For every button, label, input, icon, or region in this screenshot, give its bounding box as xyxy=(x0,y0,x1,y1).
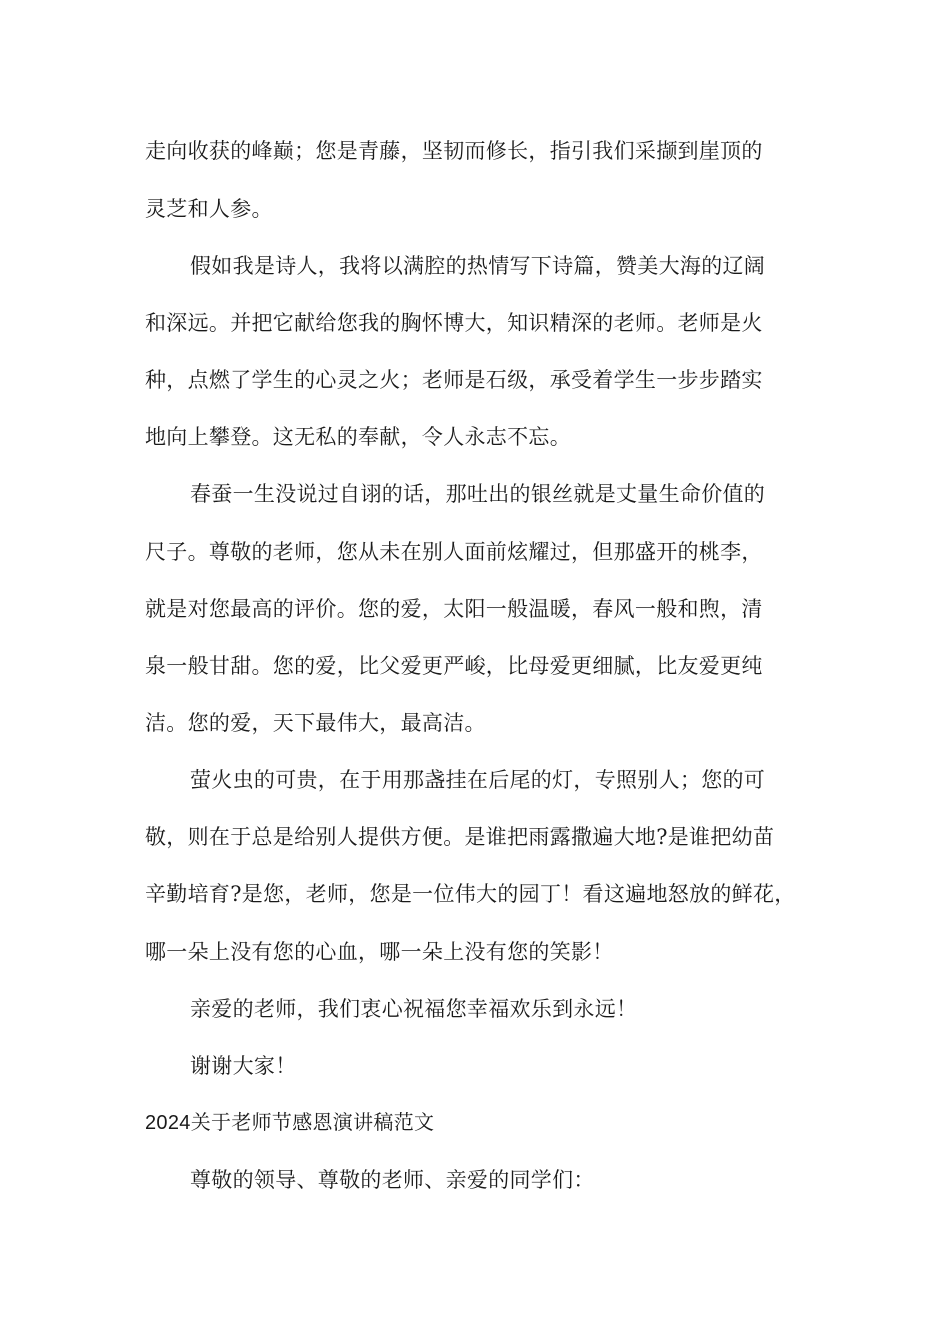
text-line: 地向上攀登。这无私的奉献，令人永志不忘。 xyxy=(145,425,571,449)
text-line: 就是对您最高的评价。您的爱，太阳一般温暖，春风一般和煦，清 xyxy=(145,597,763,621)
text-line: 洁。您的爱，天下最伟大，最高洁。 xyxy=(145,711,486,735)
paragraph-start: 谢谢大家！ xyxy=(190,1054,297,1078)
salutation: 尊敬的领导、尊敬的老师、亲爱的同学们： xyxy=(190,1168,595,1192)
paragraph-start: 春蚕一生没说过自诩的话，那吐出的银丝就是丈量生命价值的 xyxy=(190,482,766,506)
section-title: 2024关于老师节感恩演讲稿范文 xyxy=(145,1112,435,1134)
text-line: 尺子。尊敬的老师，您从未在别人面前炫耀过，但那盛开的桃李， xyxy=(145,540,763,564)
paragraph-start: 亲爱的老师，我们衷心祝福您幸福欢乐到永远！ xyxy=(190,997,638,1021)
text-line: 辛勤培育?是您，老师，您是一位伟大的园丁！看这遍地怒放的鲜花， xyxy=(145,882,796,906)
text-line: 泉一般甘甜。您的爱，比父爱更严峻，比母爱更细腻，比友爱更纯 xyxy=(145,654,763,678)
text-line: 和深远。并把它献给您我的胸怀博大，知识精深的老师。老师是火 xyxy=(145,311,763,335)
text-line: 走向收获的峰巅；您是青藤，坚韧而修长，指引我们采撷到崖顶的 xyxy=(145,139,763,163)
text-line: 敬，则在于总是给别人提供方便。是谁把雨露撒遍大地?是谁把幼苗 xyxy=(145,825,775,849)
text-line: 哪一朵上没有您的心血，哪一朵上没有您的笑影！ xyxy=(145,940,614,964)
paragraph-start: 假如我是诗人，我将以满腔的热情写下诗篇，赞美大海的辽阔 xyxy=(190,254,766,278)
text-line: 灵芝和人参。 xyxy=(145,197,273,221)
paragraph-start: 萤火虫的可贵，在于用那盏挂在后尾的灯，专照别人；您的可 xyxy=(190,768,766,792)
text-line: 种，点燃了学生的心灵之火；老师是石级，承受着学生一步步踏实 xyxy=(145,368,763,392)
